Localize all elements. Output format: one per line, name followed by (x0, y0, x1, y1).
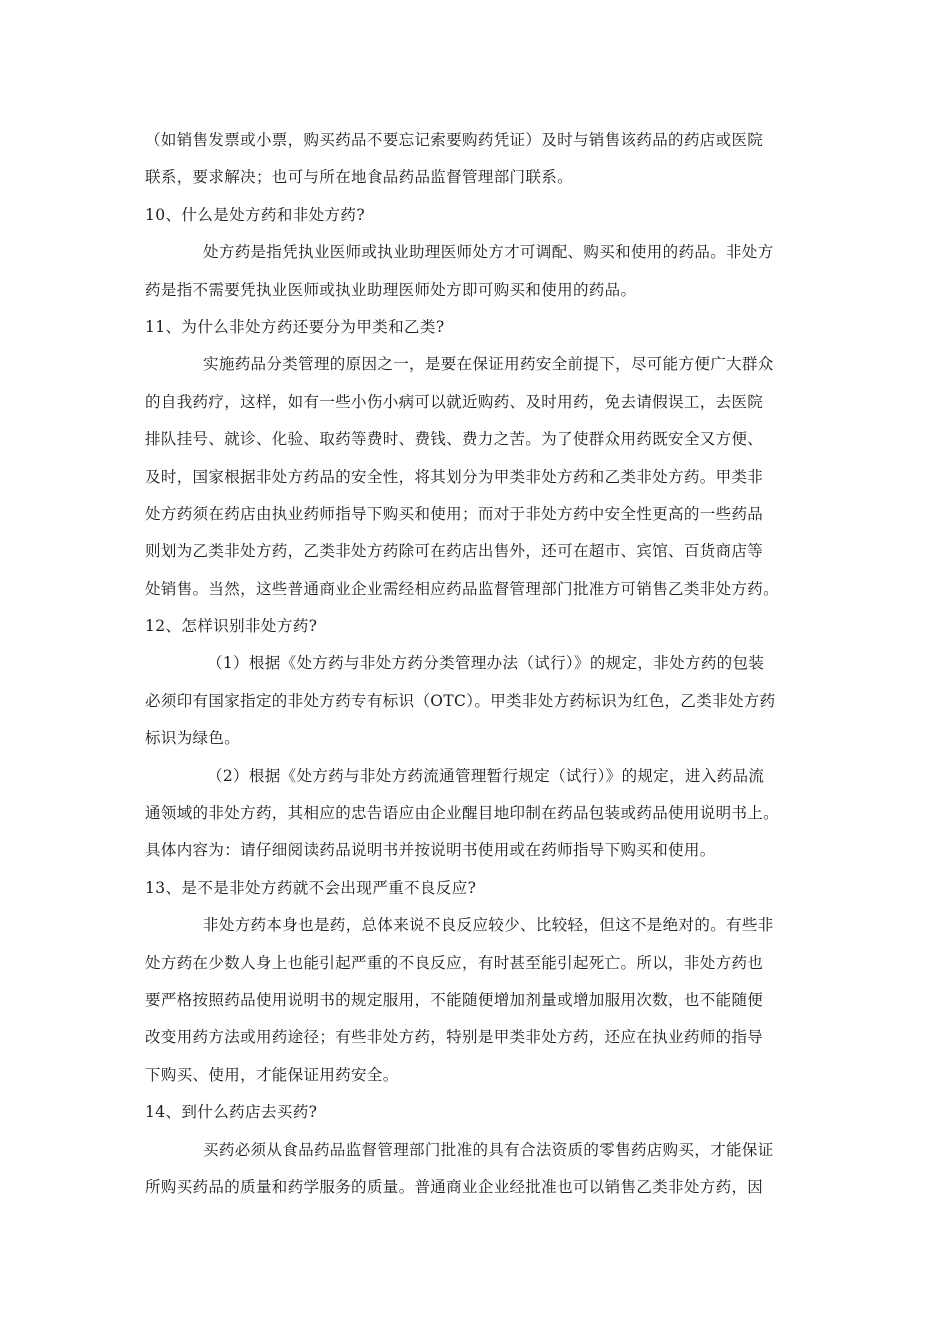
paragraph-line: 要严格按照药品使用说明书的规定服用，不能随便增加剂量或增加服用次数，也不能随便 (145, 990, 764, 1009)
paragraph-line: 药是指不需要凭执业医师或执业助理医师处方即可购买和使用的药品。 (145, 280, 637, 299)
paragraph-line: 非处方药本身也是药，总体来说不良反应较少、比较轻，但这不是绝对的。有些非 (203, 916, 774, 935)
paragraph-line: 具体内容为：请仔细阅读药品说明书并按说明书使用或在药师指导下购买和使用。 (145, 841, 716, 860)
paragraph-line: 则划为乙类非处方药，乙类非处方药除可在药店出售外，还可在超市、宾馆、百货商店等 (145, 542, 764, 561)
paragraph-line: 改变用药方法或用药途径；有些非处方药，特别是甲类非处方药，还应在执业药师的指导 (145, 1028, 764, 1047)
paragraph-line: （1）根据《处方药与非处方药分类管理办法（试行）》的规定，非处方药的包装 (207, 654, 765, 673)
paragraph-line: 处销售。当然，这些普通商业企业需经相应药品监督管理部门批准方可销售乙类非处方药。 (145, 579, 780, 598)
paragraph-line: 下购买、使用，才能保证用药安全。 (145, 1065, 399, 1084)
paragraph-line: 买药必须从食品药品监督管理部门批准的具有合法资质的零售药店购买，才能保证 (203, 1140, 774, 1159)
paragraph-line: 排队挂号、就诊、化验、取药等费时、费钱、费力之苦。为了使群众用药既安全又方便、 (145, 430, 764, 449)
section-heading: 13、是不是非处方药就不会出现严重不良反应? (145, 878, 477, 897)
paragraph-line: 处方药在少数人身上也能引起严重的不良反应，有时甚至能引起死亡。所以，非处方药也 (145, 953, 764, 972)
paragraph-line: 必须印有国家指定的非处方药专有标识（OTC）。甲类非处方药标识为红色，乙类非处方药 (145, 691, 776, 710)
paragraph-line: 标识为绿色。 (145, 729, 241, 748)
paragraph-line: 通领域的非处方药，其相应的忠告语应由企业醒目地印制在药品包装或药品使用说明书上。 (145, 804, 780, 823)
paragraph-line: 处方药须在药店由执业药师指导下购买和使用；而对于非处方药中安全性更高的一些药品 (145, 504, 764, 523)
section-heading: 12、怎样识别非处方药? (145, 617, 318, 636)
document-page (145, 122, 810, 1206)
paragraph-line: （2）根据《处方药与非处方药流通管理暂行规定（试行）》的规定，进入药品流 (207, 766, 765, 785)
section-heading: 10、什么是处方药和非处方药? (145, 205, 366, 224)
section-heading: 11、为什么非处方药还要分为甲类和乙类? (145, 317, 445, 336)
paragraph-line: 所购买药品的质量和药学服务的质量。普通商业企业经批准也可以销售乙类非处方药，因 (145, 1177, 764, 1196)
paragraph-line: （如销售发票或小票，购买药品不要忘记索要购药凭证）及时与销售该药品的药店或医院 (145, 131, 764, 149)
paragraph-line: 处方药是指凭执业医师或执业助理医师处方才可调配、购买和使用的药品。非处方 (203, 243, 774, 262)
paragraph-line: 实施药品分类管理的原因之一，是要在保证用药安全前提下，尽可能方便广大群众 (203, 355, 774, 374)
paragraph-line: 的自我药疗，这样，如有一些小伤小病可以就近购药、及时用药，免去请假误工，去医院 (145, 392, 764, 411)
paragraph-line: 及时，国家根据非处方药品的安全性，将其划分为甲类非处方药和乙类非处方药。甲类非 (145, 467, 764, 486)
section-heading: 14、到什么药店去买药? (145, 1103, 318, 1122)
paragraph-line: 联系，要求解决；也可与所在地食品药品监督管理部门联系。 (145, 168, 573, 187)
